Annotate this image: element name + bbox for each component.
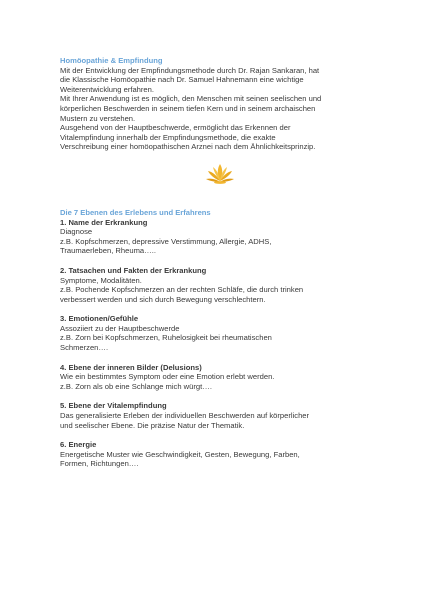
level-line: Symptome, Modalitäten. xyxy=(60,275,142,285)
level-title: 4. Ebene der inneren Bilder (Delusions) xyxy=(60,362,202,372)
level-text xyxy=(60,276,380,305)
level-text xyxy=(60,324,380,353)
level-line: Traumaerleben, Rheuma….. xyxy=(60,246,156,256)
level-item xyxy=(60,218,380,256)
intro-line: Mit Ihrer Anwendung ist es möglich, den Menschen mit seinen seelischen und xyxy=(60,94,322,104)
level-title: 6. Energie xyxy=(60,440,97,450)
level-title: 2. Tatsachen und Fakten der Erkrankung xyxy=(60,265,207,275)
levels-section xyxy=(60,208,380,469)
intro-section xyxy=(60,56,380,152)
level-line: Schmerzen…. xyxy=(60,343,109,353)
intro-line: Weiterentwicklung erfahren. xyxy=(60,84,154,94)
level-line: Wie ein bestimmtes Symptom oder eine Emotion erlebt werden. xyxy=(60,372,275,382)
level-line: Energetische Muster wie Geschwindigkeit, Gesten, Bewegung, Farben, xyxy=(60,449,300,459)
intro-paragraph xyxy=(60,66,380,152)
level-line: Das generalisierte Erleben der individuellen Beschwerden auf körperlicher xyxy=(60,411,310,421)
level-item xyxy=(60,363,380,392)
level-line: z.B. Pochende Kopfschmerzen an der rechten Schläfe, die durch trinken xyxy=(60,285,304,295)
level-line: z.B. Zorn als ob eine Schlange mich würgt…. xyxy=(60,381,212,391)
level-line: Diagnose xyxy=(60,227,93,237)
intro-line: Ausgehend von der Hauptbeschwerde, ermöglicht das Erkennen der xyxy=(60,123,291,133)
level-text xyxy=(60,227,380,256)
intro-line: Mit der Entwicklung der Empfindungsmethode durch Dr. Rajan Sankaran, hat xyxy=(60,65,320,75)
level-line: z.B. Kopfschmerzen, depressive Verstimmung, Allergie, ADHS, xyxy=(60,236,272,246)
level-text xyxy=(60,450,380,469)
level-title: 1. Name der Erkrankung xyxy=(60,217,148,227)
level-item xyxy=(60,401,380,430)
lotus-icon xyxy=(205,163,235,185)
intro-line: körperlichen Beschwerden in seinem tiefen Kern und in seinem archaischen xyxy=(60,103,316,113)
level-line: und seelischer Ebene. Die präzise Natur der Thematik. xyxy=(60,420,245,430)
levels-heading: Die 7 Ebenen des Erlebens und Erfahrens xyxy=(60,207,211,217)
level-item xyxy=(60,314,380,352)
document-page xyxy=(60,56,380,469)
level-line: z.B. Zorn bei Kopfschmerzen, Ruhelosigkeit bei rheumatischen xyxy=(60,333,272,343)
intro-line: Mustern zu verstehen. xyxy=(60,113,136,123)
level-text xyxy=(60,411,380,430)
ornament xyxy=(60,163,380,187)
level-title: 3. Emotionen/Gefühle xyxy=(60,314,139,324)
level-line: Assoziiert zu der Hauptbeschwerde xyxy=(60,323,180,333)
intro-line: Vitalempfindung innerhalb der Empfindungsmethode, die exakte xyxy=(60,132,276,142)
intro-line: Verschreibung einer homöopathischen Arznei nach dem Ähnlichkeitsprinzip. xyxy=(60,142,316,152)
intro-heading: Homöopathie & Empfindung xyxy=(60,56,163,65)
level-title: 5. Ebene der Vitalempfindung xyxy=(60,401,167,411)
level-item xyxy=(60,440,380,469)
intro-line: die Klassische Homöopathie nach Dr. Samuel Hahnemann eine wichtige xyxy=(60,75,304,85)
level-line: verbessert werden und sich durch Bewegung verschlechtern. xyxy=(60,294,266,304)
level-line: Formen, Richtungen…. xyxy=(60,459,139,469)
level-text xyxy=(60,372,380,391)
level-item xyxy=(60,266,380,304)
